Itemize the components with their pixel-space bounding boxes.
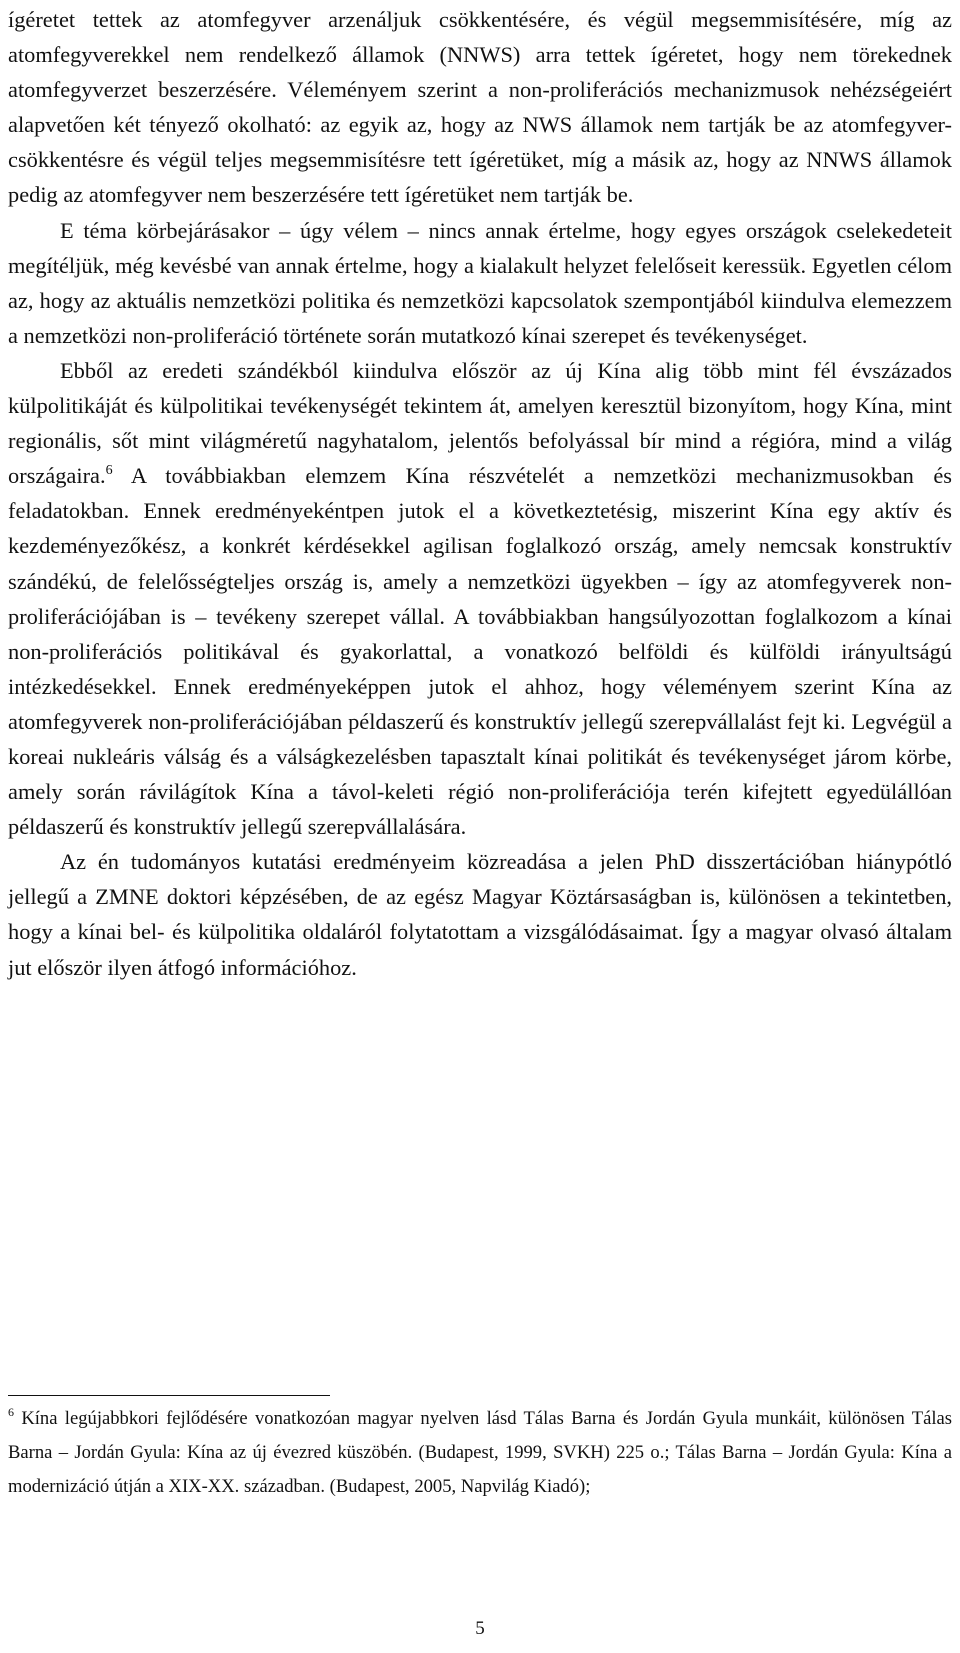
- paragraph-text: E téma körbejárásakor – úgy vélem – nincs annak értelme, hogy egyes országok cselekedeteit megítéljük, még kevésbé van annak értelme, hogy a kialakult helyzet felelőseit keressük. Egyetlen célom az, hogy az aktuális nemzetközi politika és nemzetközi kapcsolatok szempontjából kiindulva elemezzem a nemzetközi non-proliferáció története során mutatkozó kínai szerepet és tevékenységet.: [8, 217, 952, 348]
- document-page: [8, 0, 952, 1653]
- paragraph-4: [8, 844, 952, 984]
- paragraph-1: [8, 2, 952, 213]
- paragraph-text: ígéretet tettek az atomfegyver arzenáljuk csökkentésére, és végül megsemmisítésére, míg az atomfegyverekkel nem rendelkező államok (NNWS) arra tettek ígéretet, hogy nem törekednek atomfegyverzet beszerzésére. Véleményem szerint a non-proliferációs mechanizmusok nehézségeiért alapvetően két tényező okolható: az egyik az, hogy az NWS államok nem tartják be az atomfegyver-csökkentésre és végül teljes megsemmisítésre tett ígéretüket, míg a másik az, hogy az NNWS államok pedig az atomfegyver nem beszerzésére tett ígéretüket nem tartják be.: [8, 7, 952, 208]
- page-number: 5: [475, 1618, 485, 1639]
- paragraph-text: Az én tudományos kutatási eredményeim közreadása a jelen PhD disszertációban hiánypótló jellegű a ZMNE doktori képzésében, de az egész Magyar Köztársaságban is, különösen a tekintetben, hogy a kínai bel- és külpolitika oldaláról folytatottam a vizsgálódásaimat. Így a magyar olvasó általam jut először ilyen átfogó információhoz.: [8, 849, 952, 980]
- paragraph-text: A továbbiakban elemzem Kína részvételét a nemzetközi mechanizmusokban és feladatokban. Ennek eredményekéntpen jutok el a következtetésig, miszerint Kína egy aktív és kezdeményezőkész, a konkrét kérdésekkel agilisan foglalkozó ország, amely nemcsak konstruktív szándékú, de felelősségteljes ország is, amely a nemzetközi ügyekben – így az atomfegyverek non-proliferációjában is – tevékeny szerepet vállal. A továbbiakban hangsúlyozottan foglalkozom a kínai non-proliferációs politikával és gyakorlattal, a vonatkozó belföldi és külföldi irányultságú intézkedésekkel. Ennek eredményeképpen jutok el ahhoz, hogy véleményem szerint Kína az atomfegyverek non-proliferációjában példaszerű és konstruktív jellegű szerepvállalást fejt ki. Legvégül a koreai nukleáris válság és a válságkezelésben tapasztalt kínai politikát és tevékenységet járom körbe, amely során rávilágítok Kína a távol-keleti régió non-proliferációja terén kifejtett egyedülállóan példaszerű és konstruktív jellegű szerepvállalására.: [8, 463, 952, 840]
- footnote-number: 6: [8, 1405, 14, 1419]
- body-text: [8, 2, 952, 985]
- footnote-separator: [8, 1395, 330, 1396]
- footnote-entry: [8, 1402, 952, 1505]
- footnote-reference[interactable]: 6: [105, 463, 113, 479]
- footnote: [8, 1402, 952, 1505]
- paragraph-text: Ebből az eredeti szándékból kiindulva először az új Kína alig több mint fél évszázados külpolitikáját és külpolitikai tevékenységét tekintem át, amelyen keresztül bizonyítom, hogy Kína, mint regionális, sőt mint világméretű nagyhatalom, jelentős befolyással bír mind a régióra, mind a világ országaira.: [8, 357, 952, 489]
- paragraph-2: [8, 213, 952, 353]
- footnote-text: Kína legújabbkori fejlődésére vonatkozóan magyar nyelven lásd Tálas Barna és Jordán Gyula munkáit, különösen Tálas Barna – Jordán Gyula: Kína az új évezred küszöbén. (Budapest, 1999, SVKH) 225 o.; Tálas Barna – Jordán Gyula: Kína a modernizáció útján a XIX-XX. században. (Budapest, 2005, Napvilág Kiadó);: [8, 1408, 952, 1498]
- paragraph-3: [8, 353, 952, 844]
